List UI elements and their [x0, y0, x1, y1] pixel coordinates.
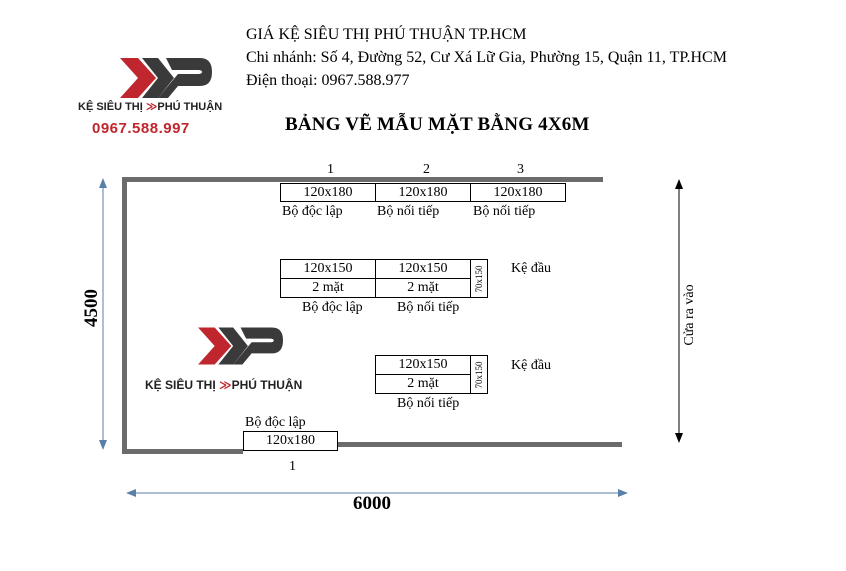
height-dimension: 4500: [81, 289, 102, 327]
top-shelf-label-2: Bộ nối tiếp: [377, 204, 440, 219]
watermark-brand-name: KỆ SIÊU THỊ ≫PHÚ THUẬN: [145, 378, 303, 392]
watermark-name-left: KỆ SIÊU THỊ: [145, 378, 220, 392]
logo-phone: 0967.588.997: [92, 120, 190, 137]
lower-end-label: Kệ đầu: [511, 358, 552, 373]
lower-shelf-label: Bộ nối tiếp: [397, 396, 460, 411]
watermark-name-right: PHÚ THUẬN: [231, 378, 303, 392]
header-address: Chi nhánh: Số 4, Đường 52, Cư Xá Lữ Gia, Phường 15, Quận 11, TP.HCM: [246, 49, 727, 66]
middle-end-shelf-size: 70x150: [474, 265, 484, 292]
top-shelf-number-3: 3: [517, 162, 524, 177]
bottom-shelf-number: 1: [289, 459, 296, 474]
middle-shelf-2-size: 120x150: [375, 259, 471, 279]
bottom-shelf: 120x180: [243, 431, 338, 451]
top-shelf-number-2: 2: [423, 162, 430, 177]
top-shelf-2: 120x180: [375, 183, 471, 202]
middle-shelf-2-sides: 2 mặt: [375, 278, 471, 298]
lower-shelf-sides: 2 mặt: [375, 374, 471, 394]
middle-shelf-label-1: Bộ độc lập: [302, 300, 363, 315]
top-shelf-3: 120x180: [470, 183, 566, 202]
bottom-shelf-label: Bộ độc lập: [245, 415, 306, 430]
top-shelf-label-3: Bộ nối tiếp: [473, 204, 536, 219]
lower-end-shelf-size: 70x150: [474, 361, 484, 388]
logo-name-right: PHÚ THUẬN: [157, 101, 223, 113]
middle-shelf-1-sides: 2 mặt: [280, 278, 376, 298]
page-title: BẢNG VẼ MẪU MẶT BẰNG 4X6M: [285, 114, 590, 135]
entrance-label: Cửa ra vào: [682, 284, 697, 346]
logo-brand-name: KỆ SIÊU THỊ ≫PHÚ THUẬN: [78, 101, 223, 113]
top-shelf-number-1: 1: [327, 162, 334, 177]
top-shelf-1: 120x180: [280, 183, 376, 202]
lower-shelf-size: 120x150: [375, 355, 471, 375]
width-dimension: 6000: [353, 493, 391, 514]
header-company-name: GIÁ KỆ SIÊU THỊ PHÚ THUẬN TP.HCM: [246, 26, 527, 43]
top-shelf-label-1: Bộ độc lập: [282, 204, 343, 219]
logo-name-left: KỆ SIÊU THỊ: [78, 101, 146, 113]
middle-end-label: Kệ đầu: [511, 261, 552, 276]
middle-shelf-1-size: 120x150: [280, 259, 376, 279]
middle-shelf-label-2: Bộ nối tiếp: [397, 300, 460, 315]
header-phone: Điện thoại: 0967.588.977: [246, 72, 410, 89]
